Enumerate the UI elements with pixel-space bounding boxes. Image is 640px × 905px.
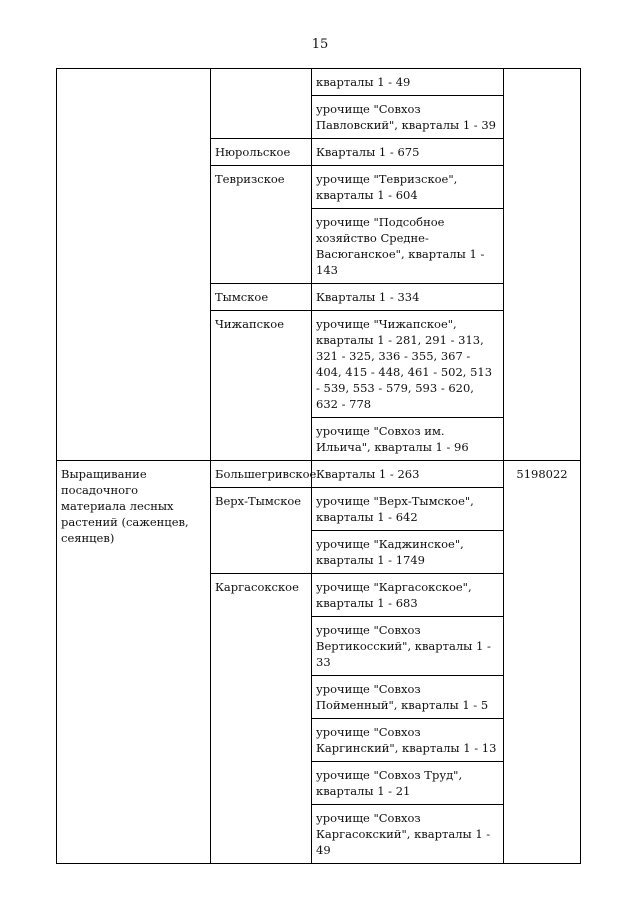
area-cell: урочище "Совхоз Труд", кварталы 1 - 21 [312, 762, 504, 805]
area-cell: Кварталы 1 - 334 [312, 284, 504, 311]
forestry-cell: Чижапское [211, 311, 312, 461]
area-cell: урочище "Каджинское", кварталы 1 - 1749 [312, 531, 504, 574]
forestry-cell: Нюрольское [211, 139, 312, 166]
code-cell [504, 69, 581, 461]
area-cell: урочище "Подсобное хозяйство Средне-Васюганское", кварталы 1 - 143 [312, 209, 504, 284]
forestry-cell: Большегривское [211, 461, 312, 488]
forestry-cell: Тымское [211, 284, 312, 311]
area-cell: Кварталы 1 - 675 [312, 139, 504, 166]
code-cell: 5198022 [504, 461, 581, 864]
forest-areas-table [56, 68, 581, 864]
area-cell: урочище "Совхоз Вертикосский", кварталы 1 - 33 [312, 617, 504, 676]
page-number: 15 [311, 37, 329, 52]
area-cell: урочище "Верх-Тымское", кварталы 1 - 642 [312, 488, 504, 531]
forestry-cell: Каргасокское [211, 574, 312, 864]
area-cell: урочище "Чижапское", кварталы 1 - 281, 291 - 313, 321 - 325, 336 - 355, 367 - 404, 415 - 448, 461 - 502, 513 - 539, 553 - 579, 593 - 620, 632 - 778 [312, 311, 504, 418]
activity-cell: Выращивание посадочного материала лесных растений (саженцев, сеянцев) [57, 461, 211, 864]
table-row [57, 461, 581, 488]
activity-cell [57, 69, 211, 461]
forestry-cell: Верх-Тымское [211, 488, 312, 574]
area-cell: урочище "Каргасокское", кварталы 1 - 683 [312, 574, 504, 617]
area-cell: Кварталы 1 - 263 [312, 461, 504, 488]
area-cell: урочище "Совхоз им. Ильича", кварталы 1 - 96 [312, 418, 504, 461]
area-cell: урочище "Совхоз Каргасокский", кварталы 1 - 49 [312, 805, 504, 864]
area-cell: урочище "Совхоз Пойменный", кварталы 1 - 5 [312, 676, 504, 719]
area-cell: урочище "Тевризское", кварталы 1 - 604 [312, 166, 504, 209]
area-cell: кварталы 1 - 49 [312, 69, 504, 96]
forestry-cell: Тевризское [211, 166, 312, 284]
table-row [57, 69, 581, 96]
area-cell: урочище "Совхоз Каргинский", кварталы 1 - 13 [312, 719, 504, 762]
area-cell: урочище "Совхоз Павловский", кварталы 1 - 39 [312, 96, 504, 139]
forestry-cell [211, 69, 312, 139]
